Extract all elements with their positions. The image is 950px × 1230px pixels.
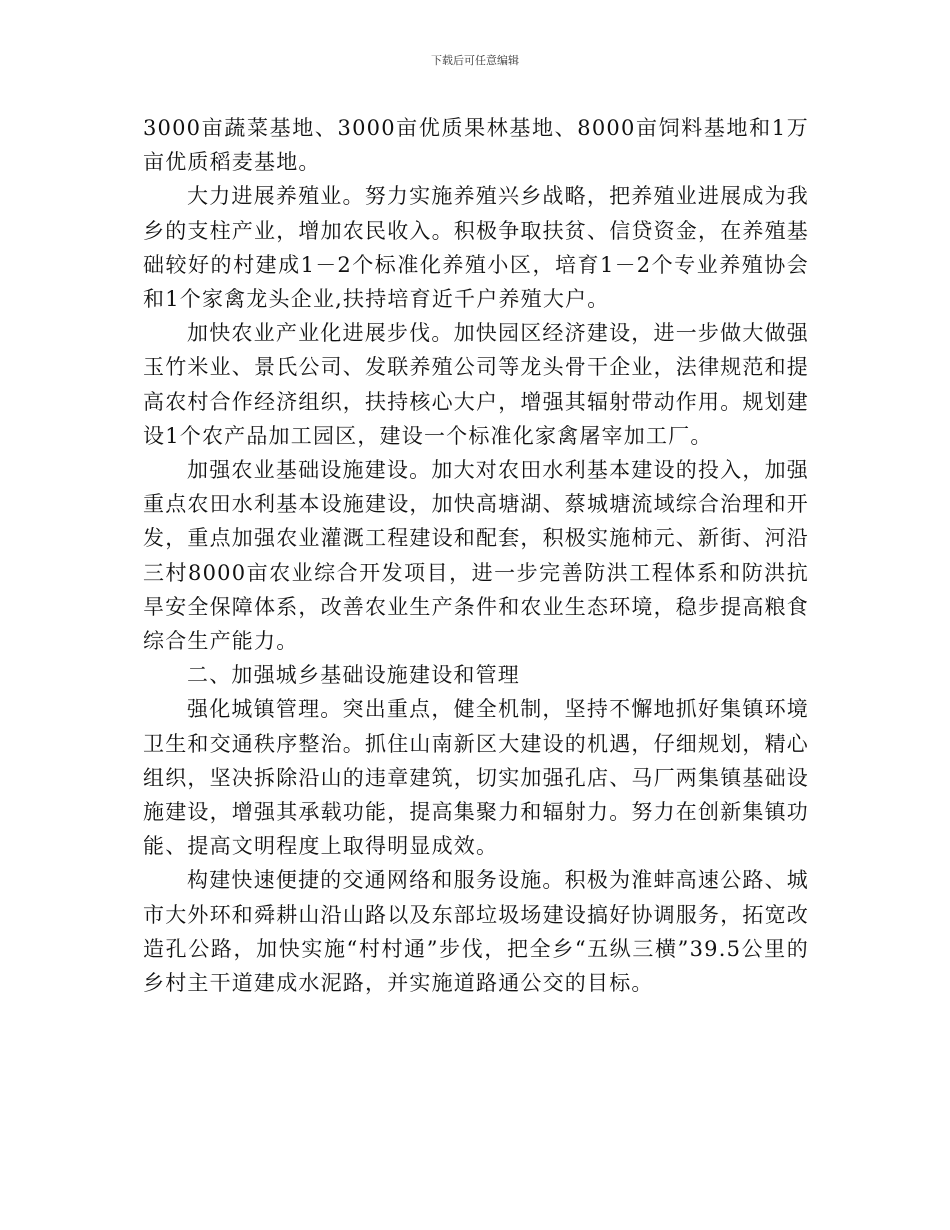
paragraph-transport: 构建快速便捷的交通网络和服务设施。积极为淮蚌高速公路、城市大外环和舜耕山沿山路以及东部垃圾场建设搞好协调服务，拓宽改造孔公路，加快实施“村村通”步伐，把全乡“五纵三横”39.5公里的乡村主干道建成水泥路，并实施道路通公交的目标。 — [143, 868, 809, 996]
paragraph-infrastructure: 加强农业基础设施建设。加大对农田水利基本建设的投入，加强重点农田水利基本设施建设，加快高塘湖、蔡城塘流域综合治理和开发，重点加强农业灌溉工程建设和配套，积极实施柿元、新街、河沿三村8000亩农业综合开发项目，进一步完善防洪工程体系和防洪抗旱安全保障体系，改善农业生产条件和农业生态环境，稳步提高粮食综合生产能力。 — [143, 458, 809, 654]
page-header-note: 下载后可任意编辑 — [431, 54, 519, 67]
paragraph-continued: 3000亩蔬菜基地、3000亩优质果林基地、8000亩饲料基地和1万亩优质稻麦基地。 — [143, 116, 809, 175]
paragraph-town-management: 强化城镇管理。突出重点，健全机制，坚持不懈地抓好集镇环境卫生和交通秩序整治。抓住山南新区大建设的机遇，仔细规划，精心组织，坚决拆除沿山的违章建筑，切实加强孔店、马厂两集镇基础设施建设，增强其承载功能，提高集聚力和辐射力。努力在创新集镇功能、提高文明程度上取得明显成效。 — [143, 697, 809, 859]
paragraph-livestock: 大力进展养殖业。努力实施养殖兴乡战略，把养殖业进展成为我乡的支柱产业，增加农民收入。积极争取扶贫、信贷资金，在养殖基础较好的村建成1－2个标准化养殖小区，培育1－2个专业养殖协会和1个家禽龙头企业,扶持培育近千户养殖大户。 — [143, 184, 809, 312]
paragraph-industrialization: 加快农业产业化进展步伐。加快园区经济建设，进一步做大做强玉竹米业、景氏公司、发联养殖公司等龙头骨干企业，法律规范和提高农村合作经济组织，扶持核心大户，增强其辐射带动作用。规划建设1个农产品加工园区，建设一个标准化家禽屠宰加工厂。 — [143, 321, 809, 448]
document-body — [143, 111, 809, 1000]
section-heading: 二、加强城乡基础设施建设和管理 — [187, 663, 520, 688]
